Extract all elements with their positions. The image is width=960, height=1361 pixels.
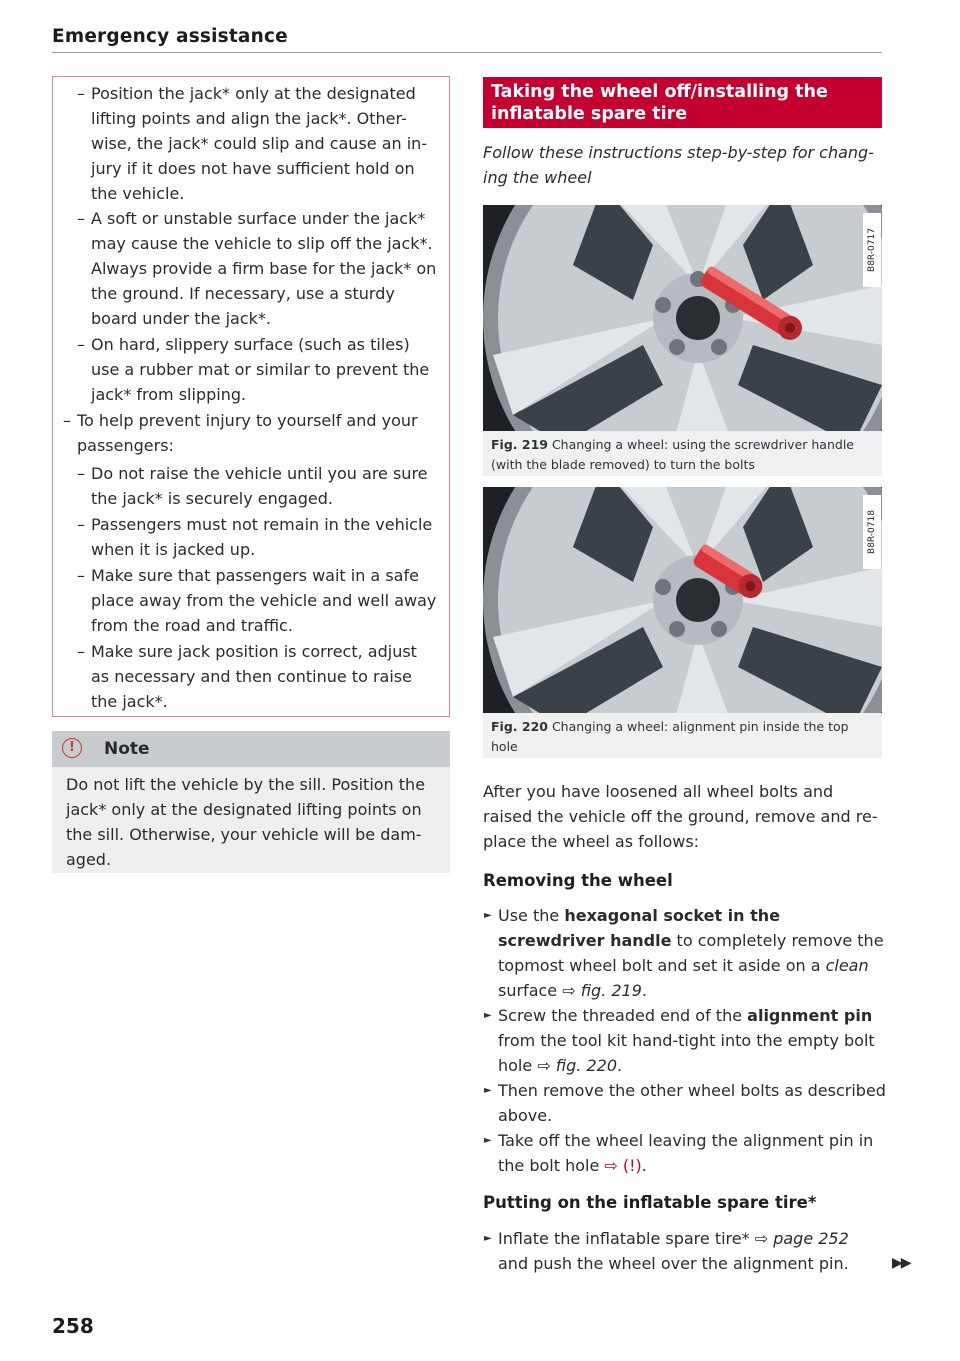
step-item: ► Use the hexagonal socket in the screwdriver handle to completely remove the topmost wheel bolt and set it aside on a clean surface ⇨ fig. 219. xyxy=(483,903,887,1003)
warning-item: – Make sure jack position is correct, adjust as necessary and then continue to raise the jack*. xyxy=(77,642,417,711)
page-reference-link[interactable]: ⇨ page 252 xyxy=(754,1229,849,1248)
figure-label: Fig. 220 xyxy=(491,719,548,734)
step-marker-icon: ► xyxy=(484,1233,492,1244)
page-number: 258 xyxy=(52,1314,94,1338)
warning-item: – On hard, slippery surface (such as tiles) use a rubber mat or similar to prevent the jack* from slipping. xyxy=(77,335,430,404)
warning-item: – Make sure that passengers wait in a safe place away from the vehicle and well away from the road and traffic. xyxy=(77,566,437,635)
wheel-photo-220 xyxy=(483,487,882,713)
figure-reference-link[interactable]: ⇨ fig. 220 xyxy=(537,1056,618,1075)
subheading-removing: Removing the wheel xyxy=(483,871,673,890)
intro-text: Follow these instructions step-by-step for chang-ing the wheel xyxy=(483,143,874,187)
step-marker-icon: ► xyxy=(484,910,492,921)
warning-item: – Position the jack* only at the designated lifting points and align the jack*. Other-wise, the jack* could slip and cause an in-jury if it does not have sufficient hold on the vehicle. xyxy=(77,84,428,203)
step-item: ► Screw the threaded end of the alignment pin from the tool kit hand-tight into the empty bolt hole ⇨ fig. 220. xyxy=(483,1003,887,1078)
note-body xyxy=(52,767,450,873)
note-text: Do not lift the vehicle by the sill. Position the jack* only at the designated lifting points on the sill. Otherwise, your vehicle will be dam-aged. xyxy=(66,775,426,869)
note-reference-link[interactable]: ⇨ (!) xyxy=(604,1156,642,1175)
figure-caption-text: Changing a wheel: alignment pin inside the top hole xyxy=(491,719,849,754)
step-marker-icon: ► xyxy=(484,1010,492,1021)
step-item: ► Then remove the other wheel bolts as described above. xyxy=(483,1078,887,1128)
figure-id-label: B8R-0718 xyxy=(863,495,881,569)
figure-caption-text: Changing a wheel: using the screwdriver handle (with the blade removed) to turn the bolts xyxy=(491,437,854,472)
exclamation-circle-icon: ! xyxy=(62,738,82,758)
continue-arrow-icon: ▶▶ xyxy=(892,1255,910,1271)
section-title: Emergency assistance xyxy=(52,26,288,47)
warning-item: – Do not raise the vehicle until you are sure the jack* is securely engaged. xyxy=(77,464,428,508)
figure-id-label: B8R-0717 xyxy=(863,213,881,287)
wheel-illustration xyxy=(483,487,882,713)
topic-title: Taking the wheel off/installing the inflatable spare tire xyxy=(483,77,882,128)
figure-label: Fig. 219 xyxy=(491,437,548,452)
warning-item: – To help prevent injury to yourself and your passengers: xyxy=(63,411,418,455)
step-marker-icon: ► xyxy=(484,1085,492,1096)
note-header xyxy=(52,731,450,767)
subheading-installing: Putting on the inflatable spare tire* xyxy=(483,1193,817,1212)
step-item: ► Take off the wheel leaving the alignment pin in the bolt hole ⇨ (!). xyxy=(483,1128,887,1178)
warning-item: – A soft or unstable surface under the jack* may cause the vehicle to slip off the jack*. Always provide a firm base for the jack* on the ground. If necessary, use a sturdy board under the jack*. xyxy=(77,209,437,328)
figure-reference-link[interactable]: ⇨ fig. 219 xyxy=(562,981,642,1000)
header-rule xyxy=(52,52,882,53)
step-item: ► Inflate the inflatable spare tire* ⇨ page 252 and push the wheel over the alignment pin. xyxy=(483,1226,873,1276)
wheel-illustration xyxy=(483,205,882,431)
wheel-photo-219 xyxy=(483,205,882,431)
figure-caption xyxy=(483,431,882,476)
figure-caption xyxy=(483,713,882,758)
note-title: Note xyxy=(104,739,150,759)
warning-item: – Passengers must not remain in the vehicle when it is jacked up. xyxy=(77,515,433,559)
step-marker-icon: ► xyxy=(484,1135,492,1146)
body-paragraph: After you have loosened all wheel bolts and raised the vehicle off the ground, remove and re-place the wheel as follows: xyxy=(483,782,878,851)
